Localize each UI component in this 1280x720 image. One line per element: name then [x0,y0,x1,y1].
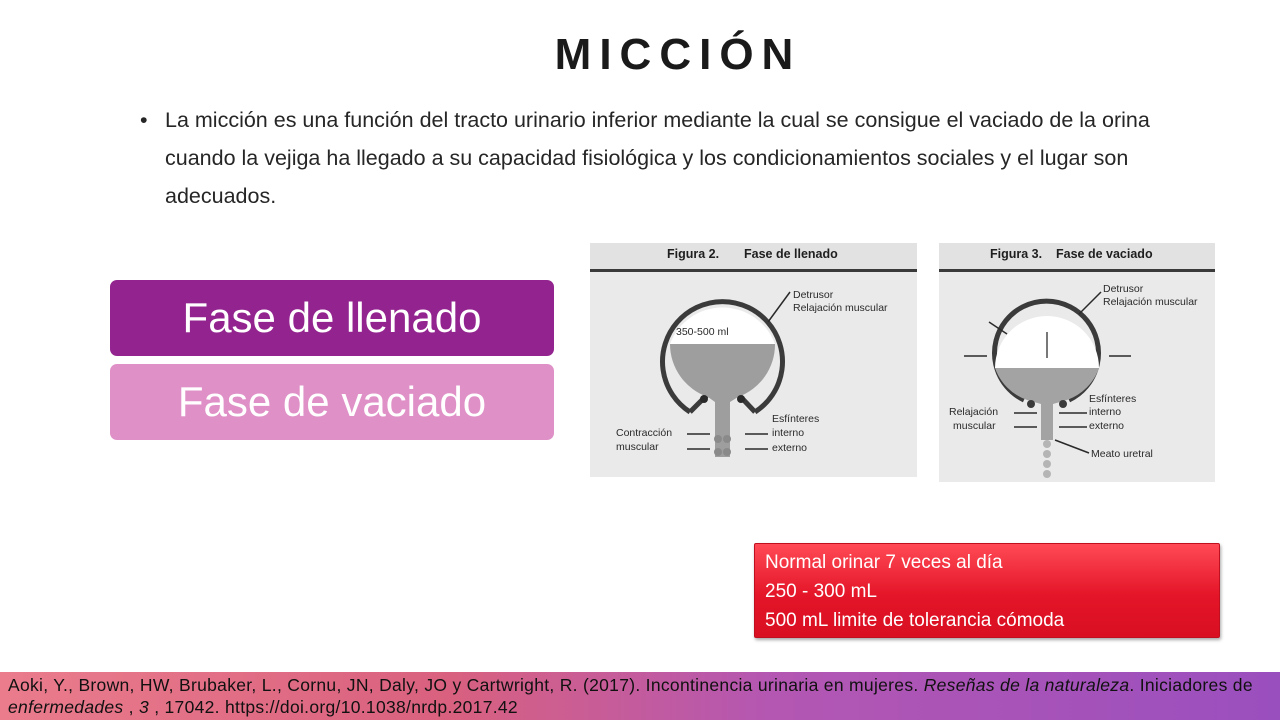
bullet-text: La micción es una función del tracto urinario inferior mediante la cual se consigue el vaciado de la orina cuando la vejiga ha llegado a su capacidad fisiológica y los condicionamientos sociales y el lugar son adecuados. [165,108,1150,208]
fig3-relax-label: Relajación [949,406,999,418]
bladder-emptying-diagram [939,272,1215,482]
facts-line-volume: 250 - 300 mL [765,581,877,602]
phase-empty-box: Fase de vaciado [110,364,554,440]
fig3-relaxation-label: Relajación muscular [1103,296,1198,308]
fig3-internal-label: interno [1089,406,1122,418]
figure-filling-phase [590,243,917,477]
sphincter-dot [723,435,731,443]
citation-journal: Reseñas de la naturaleza [923,675,1130,695]
citation-comma: , [123,697,139,717]
urination-facts-box [754,543,1220,638]
intro-bullet [140,101,1180,215]
facts-line-tolerance: 500 mL limite de tolerancia cómoda [765,610,1065,631]
sphincter-dot [1059,400,1067,408]
figure-3-name: Fase de vaciado [1056,247,1153,261]
urine-droplet [1043,450,1051,458]
fig3-sphincters-label: Esfínteres [1089,393,1137,405]
citation-footer [0,672,1280,720]
figure-2-header [590,243,917,267]
sphincter-dot [714,435,722,443]
figure-3-body [939,272,1215,482]
fig2-volume-label: 350-500 ml [676,326,729,338]
fig3-muscular-label: muscular [953,420,996,432]
urine-droplet [1043,440,1051,448]
figure-3-number: Figura 3. [990,247,1043,261]
sphincter-dot [1027,400,1035,408]
detrusor-arrow [1079,292,1101,314]
figure-3-header [939,243,1215,267]
slide-title: MICCIÓN [554,30,802,79]
figure-2-name: Fase de llenado [744,247,838,261]
urine-droplet [1043,470,1051,478]
figure-2-number: Figura 2. [667,247,720,261]
figure-emptying-phase [939,243,1215,482]
fig3-external-label: externo [1089,420,1125,432]
facts-line-frequency: Normal orinar 7 veces al día [765,552,1003,573]
fig2-sphincters-label: Esfínteres [772,413,820,425]
figure-2-body [590,272,917,477]
citation-journal-2: enfermedades [8,697,124,717]
phase-fill-box: Fase de llenado [110,280,554,356]
fig2-external-label: externo [772,442,808,454]
citation-volume: 3 [138,697,150,717]
fig2-internal-label: interno [772,427,805,439]
detrusor-arrow [768,292,790,322]
sphincter-dot [737,395,745,403]
urethra [1041,402,1053,440]
fig2-muscular-label: muscular [616,441,659,453]
fig3-meatus-label: Meato uretral [1091,448,1153,460]
citation-authors: Aoki, Y., Brown, HW, Brubaker, L., Cornu, JN, Daly, JO y Cartwright, R. (2017). Incontinencia urinaria en mujeres. [8,675,924,695]
meatus-arrow [1055,440,1089,453]
urine-droplet [1043,460,1051,468]
bladder-filling-diagram [590,272,917,477]
bullet-dot: • [140,108,148,132]
fig3-detrusor-label: Detrusor [1103,283,1144,295]
fig2-contraction-label: Contracción [616,427,673,439]
sphincter-dot [723,448,731,456]
citation-separator: . Iniciadores de [1129,675,1253,695]
fig2-detrusor-label: Detrusor [793,289,834,301]
sphincter-dot [700,395,708,403]
citation-doi: , 17042. https://doi.org/10.1038/nrdp.2017.42 [149,697,518,717]
fig2-relaxation-label: Relajación muscular [793,302,888,314]
sphincter-dot [714,448,722,456]
